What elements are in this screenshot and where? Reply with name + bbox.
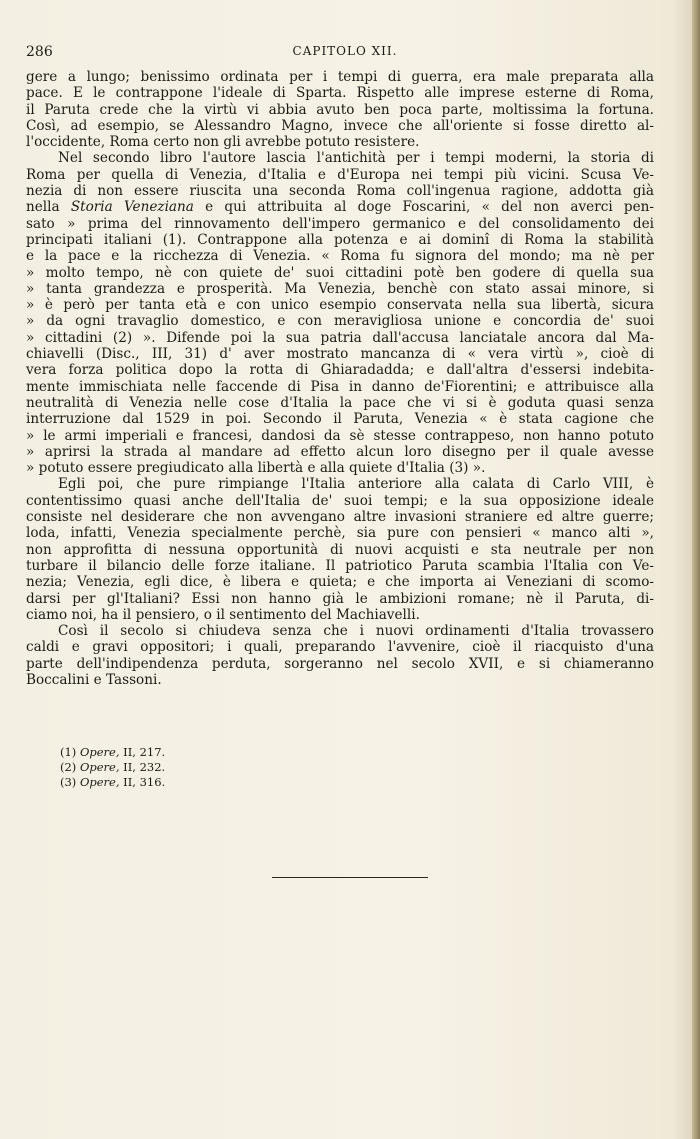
page-header — [26, 44, 654, 64]
text-line: pace. E le contrappone l'ideale di Sparta. Rispetto alle imprese esterne di Roma, — [26, 85, 654, 102]
footnote-work: Opere, — [79, 760, 120, 774]
footnote — [60, 760, 360, 775]
text-line: » molto tempo, nè con quiete de' suoi cittadini potè ben godere di quella sua — [26, 264, 654, 281]
footnote — [60, 745, 360, 760]
text-line: » aprirsi la strada al mandare ad effetto alcun loro disegno per il quale avesse — [26, 443, 654, 460]
footnote-marker: (2) — [60, 760, 77, 774]
text-line: l'occidente, Roma certo non gli avrebbe potuto resistere. — [26, 134, 420, 151]
text-line: Così il secolo si chiudeva senza che i nuovi ordinamenti d'Italia trovassero — [58, 623, 654, 640]
footnote-ref: II, 232. — [123, 760, 166, 774]
paragraph — [26, 150, 654, 476]
footnote-marker: (3) — [60, 775, 77, 789]
text-line: chiavelli (Disc., III, 31) d' aver mostrato mancanza di « vera virtù », cioè di — [26, 346, 654, 363]
text-line: turbare il bilancio delle forze italiane. Il patriotico Paruta scambia l'Italia con Ve- — [26, 557, 654, 574]
text-line: » è però per tanta età e con unico esempio conservata nella sua libertà, sicura — [26, 297, 654, 314]
footnote-work: Opere, — [79, 775, 120, 789]
page-edge — [692, 0, 700, 1139]
text-line: e la pace e la ricchezza di Venezia. « Roma fu signora del mondo; ma nè per — [26, 248, 654, 265]
end-rule — [272, 877, 428, 878]
body-text — [26, 69, 654, 688]
text-line: loda, infatti, Venezia specialmente perchè, sia pure con pensieri « manco alti », — [26, 525, 654, 542]
text-line: il Paruta crede che la virtù vi abbia avuto ben poca parte, moltissima la fortuna. — [26, 101, 654, 118]
footnote-ref: II, 217. — [123, 745, 166, 759]
text-line: Egli poi, che pure rimpiange l'Italia anteriore alla calata di Carlo VIII, è — [58, 476, 654, 493]
text-line: » da ogni travaglio domestico, e con meravigliosa unione e concordia de' suoi — [26, 313, 654, 330]
text-line: nezia di non essere riuscita una seconda Roma coll'ingenua ragione, addotta già — [26, 183, 654, 200]
text-line: contentissimo quasi anche dell'Italia de' suoi tempi; e la sua opposizione ideale — [26, 492, 654, 509]
footnote — [60, 775, 360, 790]
text-line: Boccalini e Tassoni. — [26, 671, 162, 688]
footnote-work: Opere, — [79, 745, 120, 759]
text-line: nezia; Venezia, egli dice, è libera e quieta; e che importa ai Veneziani di scomo- — [26, 574, 654, 591]
text-line: interruzione dal 1529 in poi. Secondo il Paruta, Venezia « è stata cagione che — [26, 411, 654, 428]
text-line: parte dell'indipendenza perduta, sorgeranno nel secolo XVII, e si chiameranno — [26, 655, 654, 672]
paragraph — [26, 69, 654, 150]
text-line: ciamo noi, ha il pensiero, o il sentimento del Machiavelli. — [26, 606, 420, 623]
text-line: gere a lungo; benissimo ordinata per i tempi di guerra, era male preparata alla — [26, 69, 654, 85]
text-line: non approfitta di nessuna opportunità di nuovi acquisti e sta neutrale per non — [26, 541, 654, 558]
text-line: darsi per gl'Italiani? Essi non hanno già le ambizioni romane; nè il Paruta, di- — [26, 590, 654, 607]
text-line: consiste nel desiderare che non avvengano altre invasioni straniere ed altre guerre; — [26, 509, 654, 526]
text-line: caldi e gravi oppositori; i quali, preparando l'avvenire, cioè il riacquisto d'una — [26, 639, 654, 656]
footnotes — [60, 745, 360, 790]
text-line: » cittadini (2) ». Difende poi la sua patria dall'accusa lanciatale ancora dal Ma- — [26, 329, 654, 346]
text-line: vera forza politica dopo la rotta di Ghiaradadda; e dall'altra d'essersi indebita- — [26, 362, 654, 379]
paragraph — [26, 623, 654, 688]
text-line: » potuto essere pregiudicato alla libertà e alla quiete d'Italia (3) ». — [26, 460, 486, 477]
running-head: CAPITOLO XII. — [292, 44, 398, 58]
text-line: sato » prima del rinnovamento dell'impero germanico e del consolidamento dei — [26, 215, 654, 232]
text-line: Così, ad esempio, se Alessandro Magno, invece che all'oriente si fosse diretto al- — [26, 117, 654, 134]
text-line: Nel secondo libro l'autore lascia l'antichità per i tempi moderni, la storia di — [58, 150, 654, 167]
page-number: 286 — [26, 44, 53, 60]
footnote-ref: II, 316. — [123, 775, 166, 789]
text-line: » le armi imperiali e francesi, dandosi da sè stesse contrappeso, non hanno potuto — [26, 427, 654, 444]
text-line: Roma per quella di Venezia, d'Italia e d'Europa nei tempi più vicini. Scusa Ve- — [26, 166, 654, 183]
paragraph — [26, 476, 654, 623]
text-line: mente immischiata nelle faccende di Pisa in danno de'Fiorentini; e attribuisce alla — [26, 378, 654, 395]
text-line: principati italiani (1). Contrappone alla potenza e ai dominî di Roma la stabilità — [26, 231, 654, 248]
footnote-marker: (1) — [60, 745, 77, 759]
text-line: » tanta grandezza e prosperità. Ma Venezia, benchè con stato assai minore, si — [26, 280, 654, 297]
text-line: neutralità di Venezia nelle cose d'Italia la pace che vi si è goduta quasi senza — [26, 394, 654, 411]
text-line: nella Storia Veneziana e qui attribuita al doge Foscarini, « del non averci pen- — [26, 199, 655, 216]
